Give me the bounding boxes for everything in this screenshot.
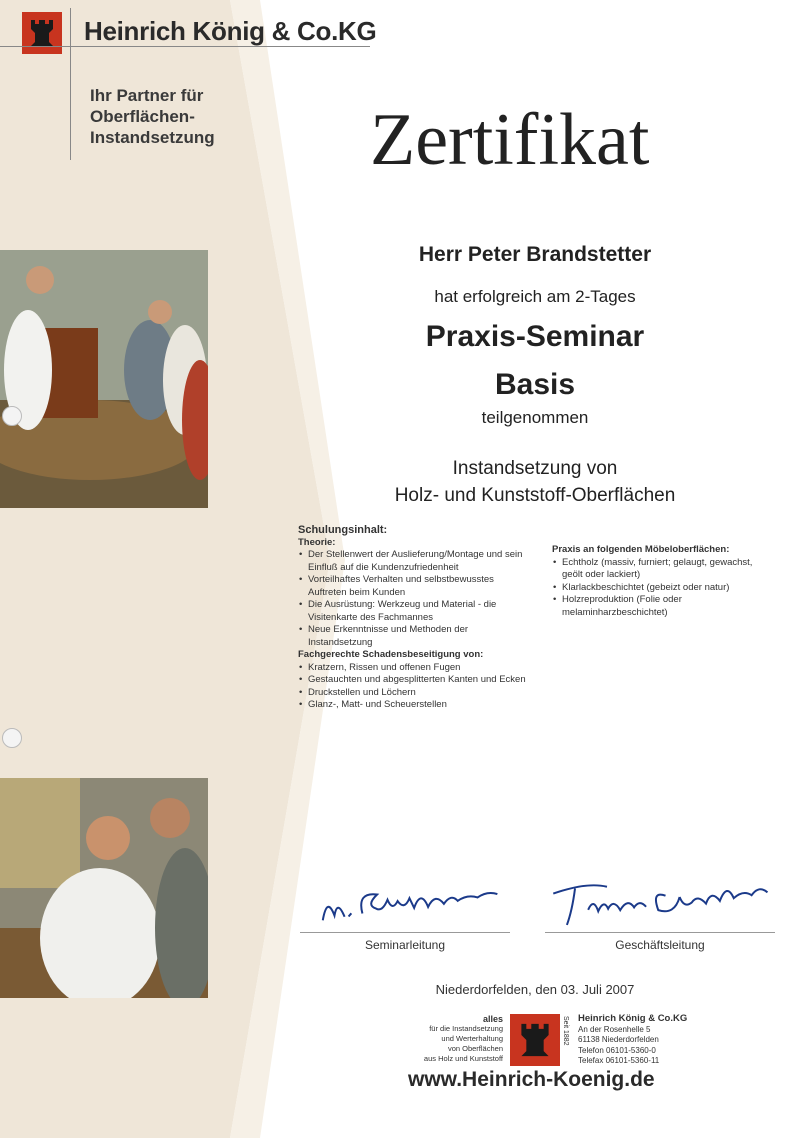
footer-slogan-bold: alles bbox=[482, 1014, 503, 1024]
signature-line bbox=[300, 932, 510, 933]
recipient-name: Herr Peter Brandstetter bbox=[418, 243, 652, 266]
footer-slogan bbox=[395, 1014, 503, 1064]
seminar-lead-label: Seminarleitung bbox=[364, 938, 446, 952]
seminar-topic: Instandsetzung von Holz- und Kunststoff-Oberflächen bbox=[394, 458, 676, 506]
list-item: • Die Ausrüstung: Werkzeug und Material - die Visitenkarte des Fachmannes bbox=[308, 599, 533, 624]
signature-line bbox=[545, 932, 775, 933]
course-content-right bbox=[552, 544, 772, 619]
list-item: • Der Stellenwert der Auslieferung/Montage und sein Einfluß auf die Kundenzufriedenheit bbox=[308, 549, 533, 574]
list-item: • Gestauchten und abgesplitterten Kanten und Ecken bbox=[308, 674, 533, 687]
footer-address-text: An der Rosenhelle 5 61138 Niederdorfelden Telefon 06101-5360-0 Telefax 06101-5360-11 bbox=[578, 1024, 660, 1065]
theory-heading: Theorie: bbox=[298, 536, 336, 548]
header-vertical-rule bbox=[70, 8, 71, 160]
company-logo bbox=[22, 12, 62, 54]
practice-heading: Praxis an folgenden Möbeloberflächen: bbox=[552, 544, 730, 555]
management-label: Geschäftsleitung bbox=[615, 938, 705, 952]
list-item: • Neue Erkenntnisse und Methoden der Instandsetzung bbox=[308, 624, 533, 649]
company-tagline: Ihr Partner für Oberflächen- Instandsetzung bbox=[90, 86, 215, 147]
since-year: Seit 1882 bbox=[562, 1016, 569, 1046]
place-and-date: Niederdorfelden, den 03. Juli 2007 bbox=[435, 982, 635, 997]
footer-logo bbox=[510, 1014, 560, 1066]
footer-address bbox=[578, 1014, 768, 1067]
training-photo-bottom bbox=[0, 778, 208, 998]
website-link[interactable]: www.Heinrich-Koenig.de bbox=[408, 1068, 655, 1091]
repair-list bbox=[298, 662, 533, 712]
list-item: • Glanz-, Matt- und Scheuerstellen bbox=[308, 699, 533, 712]
theory-list bbox=[298, 549, 533, 649]
seminar-level: Basis bbox=[494, 368, 576, 401]
company-name: Heinrich König & Co.KG bbox=[84, 16, 377, 46]
training-photo-top bbox=[0, 250, 208, 508]
list-item: • Echtholz (massiv, furniert; gelaugt, gewachst, geölt oder lackiert) bbox=[562, 557, 772, 582]
list-item: • Holzreproduktion (Folie oder melaminharzbeschichtet) bbox=[562, 594, 772, 619]
punch-hole bbox=[2, 728, 22, 748]
list-item: • Vorteilhaftes Verhalten und selbstbewusstes Auftreten beim Kunden bbox=[308, 574, 533, 599]
content-heading: Schulungsinhalt: bbox=[298, 524, 388, 536]
certificate-title: Zertifikat bbox=[370, 99, 650, 181]
management-signature bbox=[547, 870, 775, 940]
list-item: • Druckstellen und Löchern bbox=[308, 687, 533, 700]
footer-company: Heinrich König & Co.KG bbox=[578, 1013, 688, 1024]
success-line: hat erfolgreich am 2-Tages bbox=[434, 287, 636, 306]
list-item: • Kratzern, Rissen und offenen Fugen bbox=[308, 662, 533, 675]
seminar-name: Praxis-Seminar bbox=[425, 320, 645, 353]
punch-hole bbox=[2, 406, 22, 426]
repair-heading: Fachgerechte Schadensbeseitigung von: bbox=[298, 649, 484, 660]
course-content-left bbox=[298, 524, 533, 712]
footer-slogan-text: für die Instandsetzung und Werterhaltung von Oberflächen aus Holz und Kunststoff bbox=[423, 1024, 503, 1063]
participated-text: teilgenommen bbox=[481, 408, 589, 427]
list-item: • Klarlackbeschichtet (gebeizt oder natur) bbox=[562, 582, 772, 595]
practice-list bbox=[552, 557, 772, 620]
